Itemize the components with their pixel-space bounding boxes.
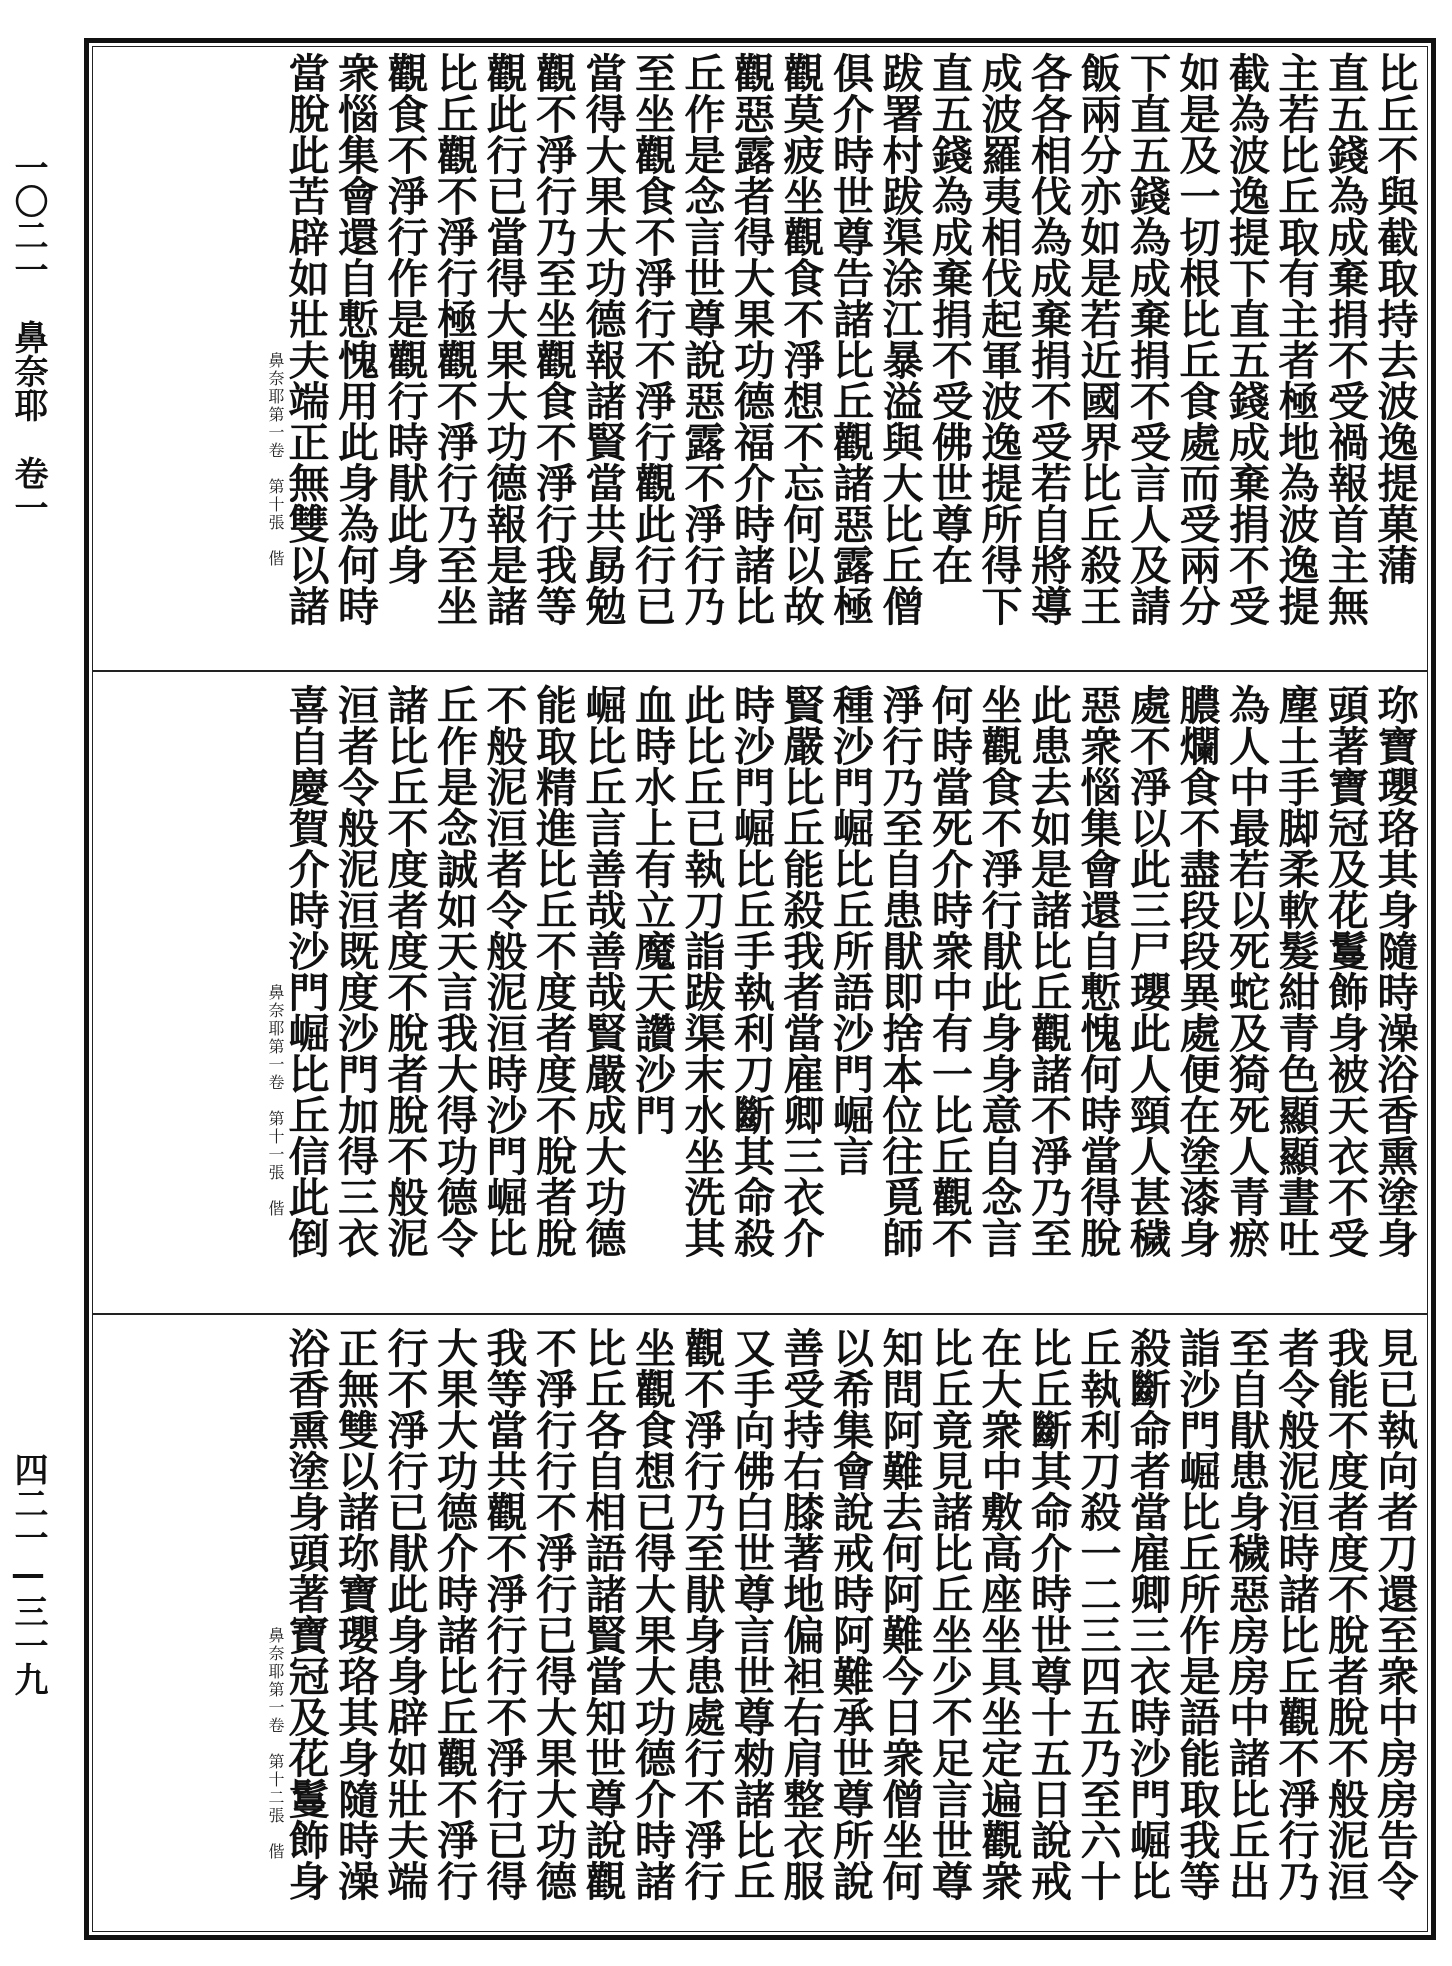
text-column: 丘執利刀殺一二三四五乃至六十	[1073, 1327, 1122, 1901]
text-column: 者令般泥洹時諸比丘觀不淨行乃	[1271, 1327, 1320, 1901]
text-column: 殺斷命者當雇卿三衣時沙門崛比	[1123, 1327, 1171, 1901]
text-column: 喜自慶賀介時沙門崛比丘信此倒	[281, 684, 330, 1258]
text-column: 比丘各自相語諸賢當知世尊說觀	[578, 1327, 627, 1901]
text-column: 當脫此苦辟如壯夫端正無雙以諸	[281, 52, 330, 626]
text-column: 觀不淨行乃至猒身患處行不淨行	[677, 1327, 726, 1901]
text-column: 淨行乃至自患猒即捨本位往覓師	[875, 684, 924, 1258]
text-column: 頭著寶冠及花鬘飾身被天衣不受	[1321, 684, 1369, 1258]
page-number-margin-label: 四二一—三一九	[8, 1452, 48, 1696]
text-column: 善受持右膝著地偏袒右肩整衣服	[776, 1327, 825, 1901]
text-column: 截為波逸提下直五錢成棄捐不受	[1222, 52, 1270, 626]
text-column: 丘作是念誠如天言我大得功德令	[430, 684, 478, 1258]
text-column: 詣沙門崛比丘所作是語能取我等	[1172, 1327, 1221, 1901]
text-column: 大果大功德介時諸比丘觀不淨行	[430, 1327, 478, 1901]
text-column: 行不淨行已猒此身身辟如壯夫端	[380, 1327, 429, 1901]
text-column: 不般泥洹者令般泥洹時沙門崛比	[479, 684, 528, 1258]
text-column: 至坐觀食不淨行不淨行觀此行已	[628, 52, 676, 626]
text-column: 直五錢為成棄捐不受佛世尊在	[925, 52, 973, 585]
text-column: 比丘斷其命介時世尊十五日說戒	[1024, 1327, 1072, 1901]
text-column: 種沙門崛比丘所語沙門崛言	[826, 684, 874, 1176]
text-column: 正無雙以諸珎寶瓔珞其身隨時澡	[331, 1327, 379, 1901]
text-column: 諸比丘不度者度不脫者脫不般泥	[380, 684, 429, 1258]
text-column: 此患去如是諸比丘觀諸不淨乃至	[1024, 684, 1072, 1258]
text-column: 坐觀食想已得大果大功德介時諸	[628, 1327, 676, 1901]
volume-margin-label: 一〇二一 鼻奈耶 卷一	[8, 150, 48, 524]
text-column: 為人中最若以死蛇及猗死人青瘀	[1222, 684, 1270, 1258]
text-column: 血時水上有立魔天讚沙門	[628, 684, 676, 1135]
text-column: 賢嚴比丘能殺我者當雇卿三衣介	[776, 684, 825, 1258]
text-column: 在大衆中敷高座坐具坐定遍觀衆	[974, 1327, 1023, 1901]
text-column: 惡衆惱集會還自慙愧何時當得脫	[1073, 684, 1122, 1258]
text-column: 不淨行行不淨行已得大果大功德	[529, 1327, 577, 1901]
text-column: 能取精進比丘不度者度不脫者脫	[529, 684, 577, 1258]
block-signature: 鼻奈耶第一卷 第十二張 偕	[266, 1627, 285, 1861]
text-column: 觀不淨行乃至坐觀食不淨行我等	[529, 52, 577, 626]
text-column: 塵土手脚柔軟髮紺青色顯顯晝吐	[1271, 684, 1320, 1258]
text-column: 主若比丘取有主者極地為波逸提	[1271, 52, 1320, 626]
text-column: 比丘竟見諸比丘坐少不足言世尊	[925, 1327, 973, 1901]
text-column: 見已執向者刀還至衆中房房告令	[1370, 1327, 1419, 1901]
text-column: 處不淨以此三尸瓔此人頸人甚穢	[1123, 684, 1171, 1258]
text-column: 俱介時世尊告諸比丘觀諸惡露極	[826, 52, 874, 626]
text-column: 如是及一切根比丘食處而受兩分	[1172, 52, 1221, 626]
text-column: 我能不度者度不脫者脫不般泥洹	[1321, 1327, 1369, 1901]
block-signature: 鼻奈耶第一卷 第十張 偕	[266, 352, 285, 568]
text-column: 衆惱集會還自慙愧用此身為何時	[331, 52, 379, 626]
text-column: 洹者令般泥洹既度沙門加得三衣	[331, 684, 379, 1258]
text-column: 比丘不與截取持去波逸提菓蒲	[1370, 52, 1419, 585]
text-column: 下直五錢為成棄捐不受言人及請	[1123, 52, 1171, 626]
text-column: 跋署村跋渠涂江暴溢與大比丘僧	[875, 52, 924, 626]
text-column: 丘作是念言世尊說惡露不淨行乃	[677, 52, 726, 626]
text-column: 當得大果大功德報諸賢當共勗勉	[578, 52, 627, 626]
section-divider-1	[92, 670, 1428, 672]
text-column: 飯兩分亦如是若近國界比丘殺王	[1073, 52, 1122, 626]
text-column: 觀莫疲坐觀食不淨想不忘何以故	[776, 52, 825, 626]
block-signature: 鼻奈耶第一卷 第十一張 偕	[266, 984, 285, 1218]
text-column: 膿爛食不盡段段異處便在塗漆身	[1172, 684, 1221, 1258]
text-column: 觀惡露者得大果功德福介時諸比	[727, 52, 775, 626]
text-column: 觀食不淨行作是觀行時猒此身	[380, 52, 429, 585]
text-column: 各各相伐為成棄捐不受若自將導	[1024, 52, 1072, 626]
text-column: 此比丘已執刀詣跋渠末水坐洗其	[677, 684, 726, 1258]
text-column: 時沙門崛比丘手執利刀斷其命殺	[727, 684, 775, 1258]
text-column: 比丘觀不淨行極觀不淨行乃至坐	[430, 52, 478, 626]
text-column: 崛比丘言善哉善哉賢嚴成大功德	[578, 684, 627, 1258]
text-column: 又手向佛白世尊言世尊勑諸比丘	[727, 1327, 775, 1901]
text-column: 直五錢為成棄捐不受禍報首主無	[1321, 52, 1369, 626]
text-column: 觀此行已當得大果大功德報是諸	[479, 52, 528, 626]
text-column: 珎寶瓔珞其身隨時澡浴香熏塗身	[1370, 684, 1419, 1258]
text-column: 成波羅夷相伐起軍波逸提所得下	[974, 52, 1023, 626]
text-column: 我等當共觀不淨行行不淨行已得	[479, 1327, 528, 1901]
text-column: 浴香熏塗身頭著寶冠及花鬘飾身	[281, 1327, 330, 1901]
text-column: 坐觀食不淨行猒此身身意自念言	[974, 684, 1023, 1258]
text-column: 知問阿難去何阿難今日衆僧坐何	[875, 1327, 924, 1901]
section-divider-2	[92, 1313, 1428, 1315]
text-column: 何時當死介時衆中有一比丘觀不	[925, 684, 973, 1258]
text-column: 以希集會說戒時阿難承世尊所說	[826, 1327, 874, 1901]
text-column: 至自猒患身穢惡房房中諸比丘出	[1222, 1327, 1270, 1901]
